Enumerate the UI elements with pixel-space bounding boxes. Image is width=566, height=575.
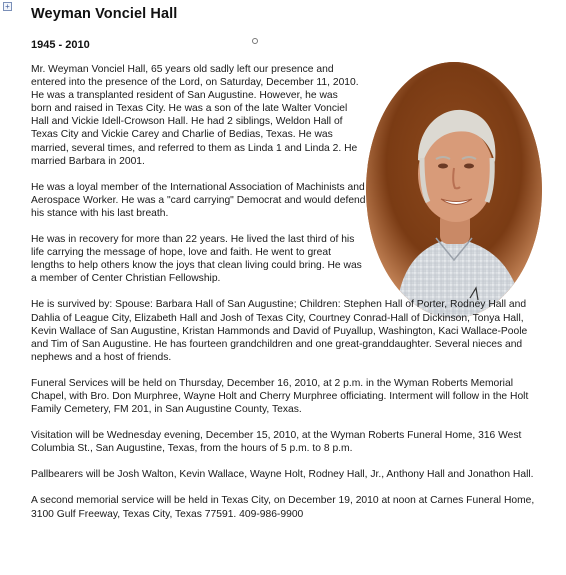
object-anchor-handle-icon[interactable] (252, 38, 258, 44)
paragraph-recovery: He was in recovery for more than 22 years. He lived the last third of his life carrying the message of hope, love and faith. He went to great lengths to help others know the joys that clean living could bring. He was a member of Center Christian Fellowship. (31, 234, 362, 285)
paragraph-visitation: Visitation will be Wednesday evening, December 15, 2010, at the Wyman Roberts Funeral Home, 316 West Columbia St., San Augustine, Texas, from the hours of 5 p.m. to 8 p.m. (31, 430, 522, 455)
table-move-handle-icon[interactable]: + (3, 2, 12, 11)
paragraph-survivors: He is survived by: Spouse: Barbara Hall of San Augustine; Children: Stephen Hall of Porter, Rodney Hall and Dahlia of League City, Elizabeth Hall and Josh of Texas City, Courtney Conrad-Hall of Dickinson, Tonya Hall, Kevin Wallace of San Augustine, Kristan Hammonds and David of Puyallup, Washington, Kaci Wallace-Poole and Tim of San Augustine. He has fourteen grandchildren and one great-granddaughter. Several nieces and nephews and a host of friends. (31, 299, 528, 363)
paragraph-funeral-services: Funeral Services will be held on Thursday, December 16, 2010, at 2 p.m. in the Wyman Roberts Memorial Chapel, with Bro. Don Murphree, Wayne Holt and Cherry Murphree officiating. Interment will follow in the Holt Family Cemetery, FM 201, in San Augustine County, Texas. (31, 377, 529, 416)
paragraph-union-membership: He was a loyal member of the International Association of Machinists and Aerospace Worker. He was a "card carrying" Democrat and would defend his stance with his last breath. (31, 181, 366, 219)
paragraph-pallbearers: Pallbearers will be Josh Walton, Kevin Wallace, Wayne Holt, Rodney Hall, Jr., Anthony Hall and Jonathon Hall. (31, 469, 534, 481)
obituary-body (31, 63, 543, 521)
life-dates: 1945 - 2010 (31, 39, 90, 51)
obituary-name-heading: Weyman Vonciel Hall (31, 6, 178, 22)
paragraph-biography: Mr. Weyman Vonciel Hall, 65 years old sadly left our presence and entered into the presence of the Lord, on Saturday, December 11, 2010. He was a transplanted resident of San Augustine. However, he was born and raised in Texas City. He was a son of the late Walter Vonciel Hall and Vickie Idell-Crowson Hall. He had 2 siblings, Weldon Hall of Texas City and Vickie Carey and Charlie of Bedias, Texas. He was married, several times, and referred to them as Linda 1 and Linda 2. He married Barbara in 2001. (31, 64, 359, 167)
paragraph-memorial-service: A second memorial service will be held in Texas City, on December 19, 2010 at noon at Carnes Funeral Home, 3100 Gulf Freeway, Texas City, Texas 77591. 409-986-9900 (31, 495, 535, 520)
